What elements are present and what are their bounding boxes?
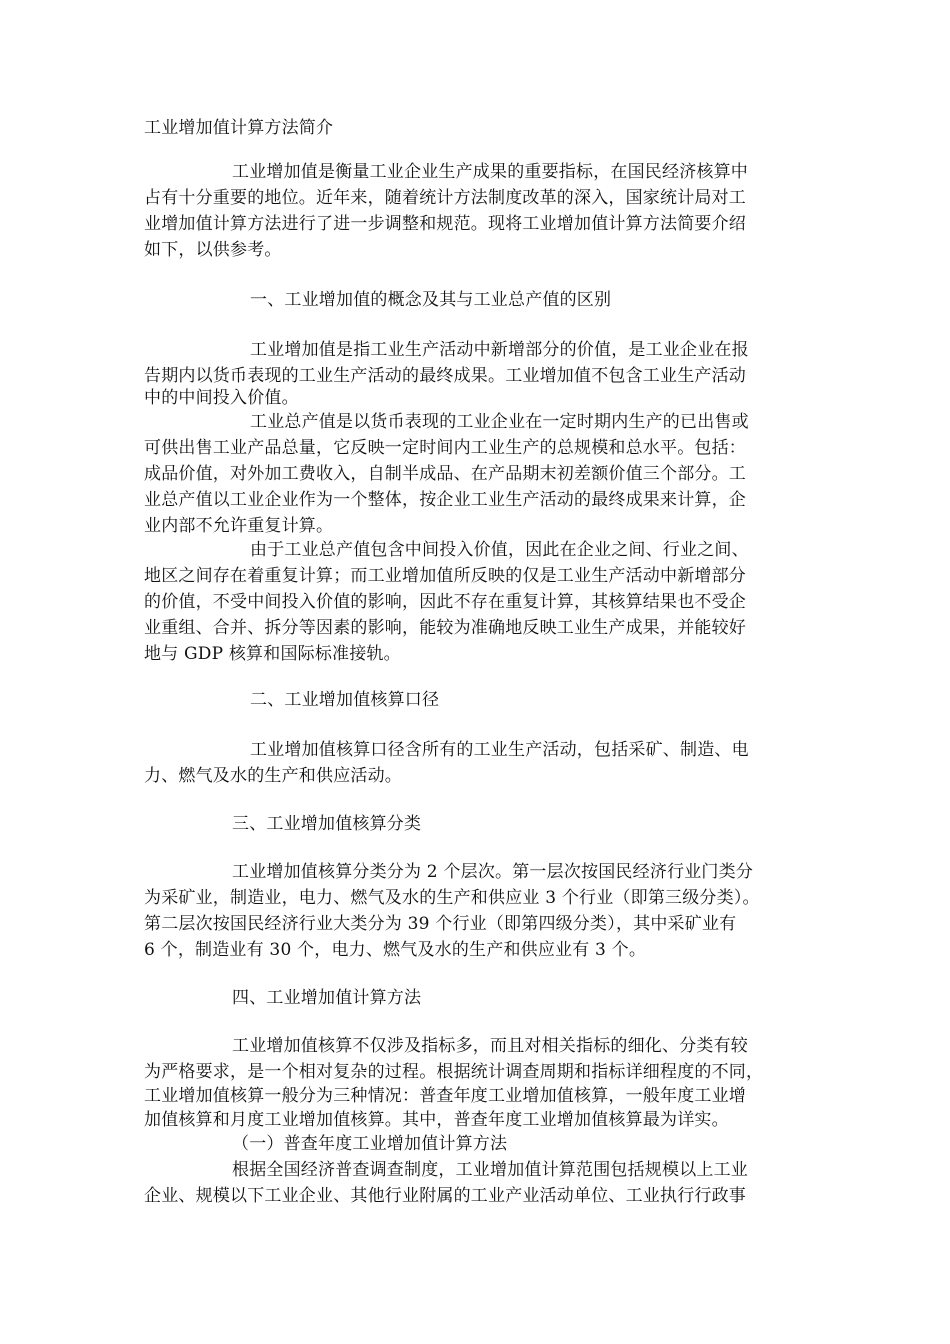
paragraph-line: 工业增加值核算不仅涉及指标多，而且对相关指标的细化、分类有较 [232,1036,748,1056]
paragraph-line: 成品价值，对外加工费收入，自制半成品、在产品期末初差额价值三个部分。工 [144,464,746,484]
paragraph-line: 业总产值以工业企业作为一个整体，按企业工业生产活动的最终成果来计算，企 [144,490,746,510]
paragraph-line: 根据全国经济普查调查制度，工业增加值计算范围包括规模以上工业 [232,1160,748,1180]
paragraph-line: 工业增加值核算分类分为 2 个层次。第一层次按国民经济行业门类分 [232,862,754,882]
paragraph-line: 工业增加值核算口径含所有的工业生产活动，包括采矿、制造、电 [250,740,749,760]
section-heading: 三、工业增加值核算分类 [232,814,422,834]
paragraph-line: 告期内以货币表现的工业生产活动的最终成果。工业增加值不包含工业生产活动 [144,366,746,386]
paragraph-line: 地与 GDP 核算和国际标准接轨。 [144,644,401,664]
paragraph-line: 业内部不允许重复计算。 [144,516,334,536]
paragraph-line: 地区之间存在着重复计算；而工业增加值所反映的仅是工业生产活动中新增部分 [144,566,746,586]
paragraph-line: 由于工业总产值包含中间投入价值，因此在企业之间、行业之间、 [250,540,749,560]
paragraph-line: 工业增加值核算一般分为三种情况：普查年度工业增加值核算，一般年度工业增 [144,1086,746,1106]
paragraph-line: 加值核算和月度工业增加值核算。其中，普查年度工业增加值核算最为详实。 [144,1110,729,1130]
paragraph-line: 占有十分重要的地位。近年来，随着统计方法制度改革的深入，国家统计局对工 [144,188,746,208]
subsection-heading: （一）普查年度工业增加值计算方法 [232,1134,508,1154]
section-heading: 四、工业增加值计算方法 [232,988,422,1008]
paragraph-line: 工业增加值是衡量工业企业生产成果的重要指标，在国民经济核算中 [232,162,748,182]
paragraph-line: 可供出售工业产品总量，它反映一定时间内工业生产的总规模和总水平。包括： [144,438,746,458]
paragraph-line: 第二层次按国民经济行业大类分为 39 个行业（即第四级分类），其中采矿业有 [144,914,737,934]
paragraph-line: 6 个，制造业有 30 个，电力、燃气及水的生产和供应业有 3 个。 [144,940,647,960]
section-heading: 一、工业增加值的概念及其与工业总产值的区别 [250,290,612,310]
paragraph-line: 如下，以供参考。 [144,240,282,260]
paragraph-line: 中的中间投入价值。 [144,388,299,408]
document-title: 工业增加值计算方法简介 [144,118,334,138]
paragraph-line: 工业增加值是指工业生产活动中新增部分的价值，是工业企业在报 [250,340,749,360]
paragraph-line: 的价值，不受中间投入价值的影响，因此不存在重复计算，其核算结果也不受企 [144,592,746,612]
paragraph-line: 企业、规模以下工业企业、其他行业附属的工业产业活动单位、工业执行行政事 [144,1186,746,1206]
paragraph-line: 力、燃气及水的生产和供应活动。 [144,766,402,786]
paragraph-line: 为采矿业，制造业，电力、燃气及水的生产和供应业 3 个行业（即第三级分类）。 [144,888,760,908]
paragraph-line: 业增加值计算方法进行了进一步调整和规范。现将工业增加值计算方法简要介绍 [144,214,746,234]
section-heading: 二、工业增加值核算口径 [250,690,440,710]
paragraph-line: 工业总产值是以货币表现的工业企业在一定时期内生产的已出售或 [250,412,749,432]
paragraph-line: 业重组、合并、拆分等因素的影响，能较为准确地反映工业生产成果，并能较好 [144,618,746,638]
paragraph-line: 为严格要求，是一个相对复杂的过程。根据统计调查周期和指标详细程度的不同， [144,1062,764,1082]
